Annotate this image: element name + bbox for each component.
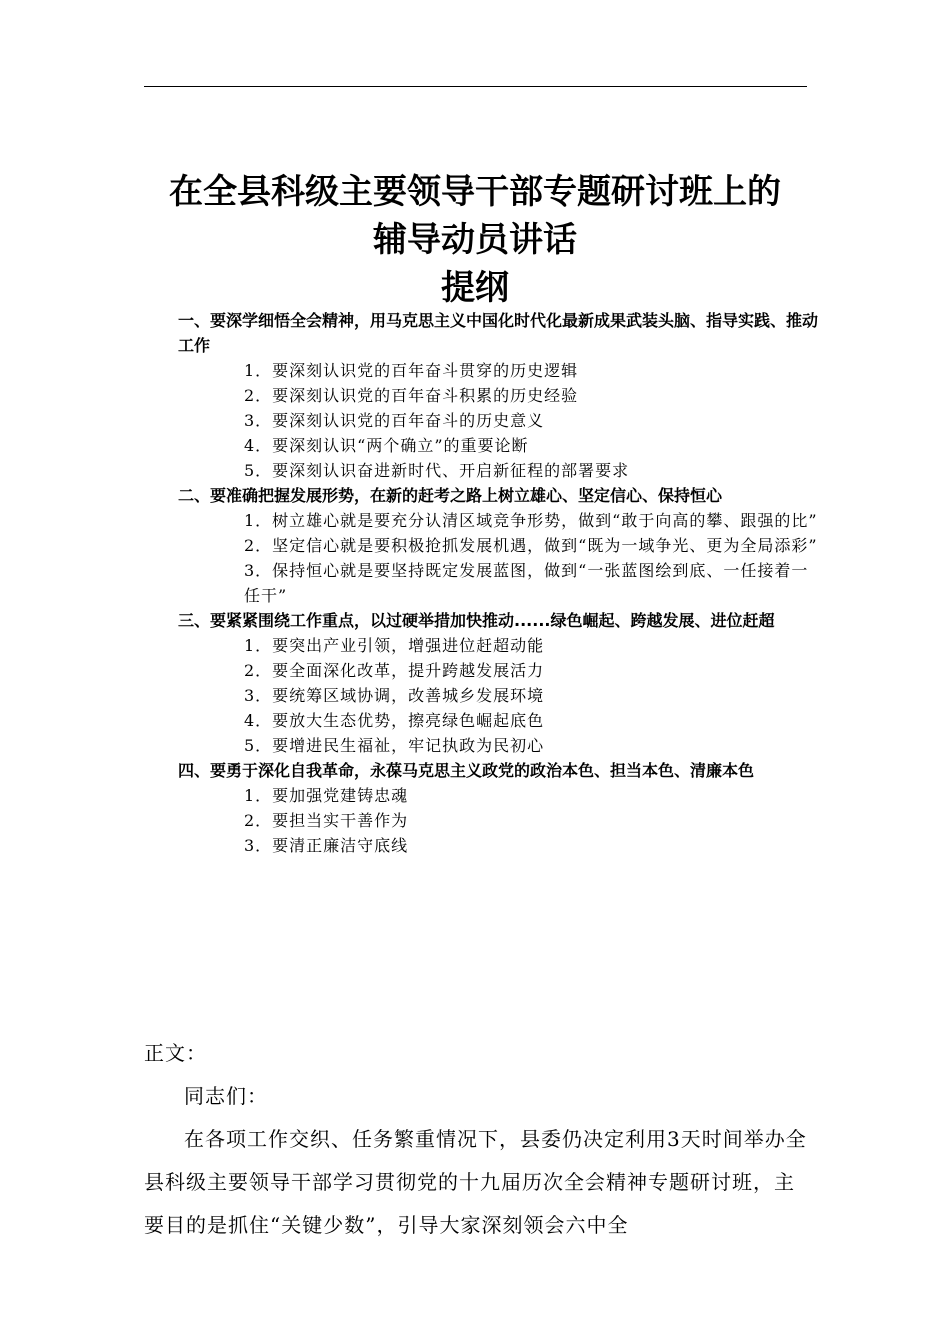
section-heading-1: 一、要深学细悟全会精神，用马克思主义中国化时代化最新成果武装头脑、指导实践、推动工作 (178, 311, 819, 355)
list-item: 3．要清正廉洁守底线 (244, 836, 409, 855)
section-heading-3: 三、要紧紧围绕工作重点，以过硬举措加快推动......绿色崛起、跨越发展、进位赶超 (178, 611, 775, 630)
list-item: 1．要突出产业引领，增强进位赶超动能 (244, 636, 545, 655)
greeting: 同志们： (184, 1084, 268, 1108)
list-item: 5．要深刻认识奋进新时代、开启新征程的部署要求 (244, 461, 630, 480)
title-line-1: 在全县科级主要领导干部专题研讨班上的 (169, 172, 781, 212)
section-heading-4: 四、要勇于深化自我革命，永葆马克思主义政党的政治本色、担当本色、清廉本色 (178, 761, 755, 780)
list-item: 5．要增进民生福祉，牢记执政为民初心 (244, 736, 545, 755)
body-label: 正文： (144, 1041, 207, 1065)
list-item: 3．要深刻认识党的百年奋斗的历史意义 (244, 411, 545, 430)
list-item: 3．要统筹区域协调，改善城乡发展环境 (244, 686, 545, 705)
body-paragraph: 在各项工作交织、任务繁重情况下，县委仍决定利用3天时间举办全县科级主要领导干部学习贯彻党的十九届历次全会精神专题研讨班，主要目的是抓住“关键少数”，引导大家深刻领会六中全 (144, 1127, 807, 1237)
body-text (144, 1032, 808, 1247)
list-item: 2．要担当实干善作为 (244, 811, 409, 830)
list-item: 4．要放大生态优势，擦亮绿色崛起底色 (244, 711, 545, 730)
document-title (100, 168, 850, 312)
list-item: 2．要深刻认识党的百年奋斗积累的历史经验 (244, 386, 579, 405)
section-heading-2: 二、要准确把握发展形势，在新的赶考之路上树立雄心、坚定信心、保持恒心 (178, 486, 723, 505)
header-rule (144, 86, 807, 87)
outline (178, 308, 838, 858)
list-item: 1．要深刻认识党的百年奋斗贯穿的历史逻辑 (244, 361, 579, 380)
list-item: 4．要深刻认识“两个确立”的重要论断 (244, 436, 529, 455)
title-line-3: 提纲 (441, 268, 509, 308)
list-item: 1．要加强党建铸忠魂 (244, 786, 409, 805)
list-item: 2．要全面深化改革，提升跨越发展活力 (244, 661, 545, 680)
list-item: 2．坚定信心就是要积极抢抓发展机遇，做到“既为一域争光、更为全局添彩” (244, 536, 818, 555)
list-item: 3．保持恒心就是要坚持既定发展蓝图，做到“一张蓝图绘到底、一任接着一任干” (244, 561, 809, 605)
title-line-2: 辅导动员讲话 (373, 220, 577, 260)
list-item: 1．树立雄心就是要充分认清区域竞争形势，做到“敢于向高的攀、跟强的比” (244, 511, 818, 530)
